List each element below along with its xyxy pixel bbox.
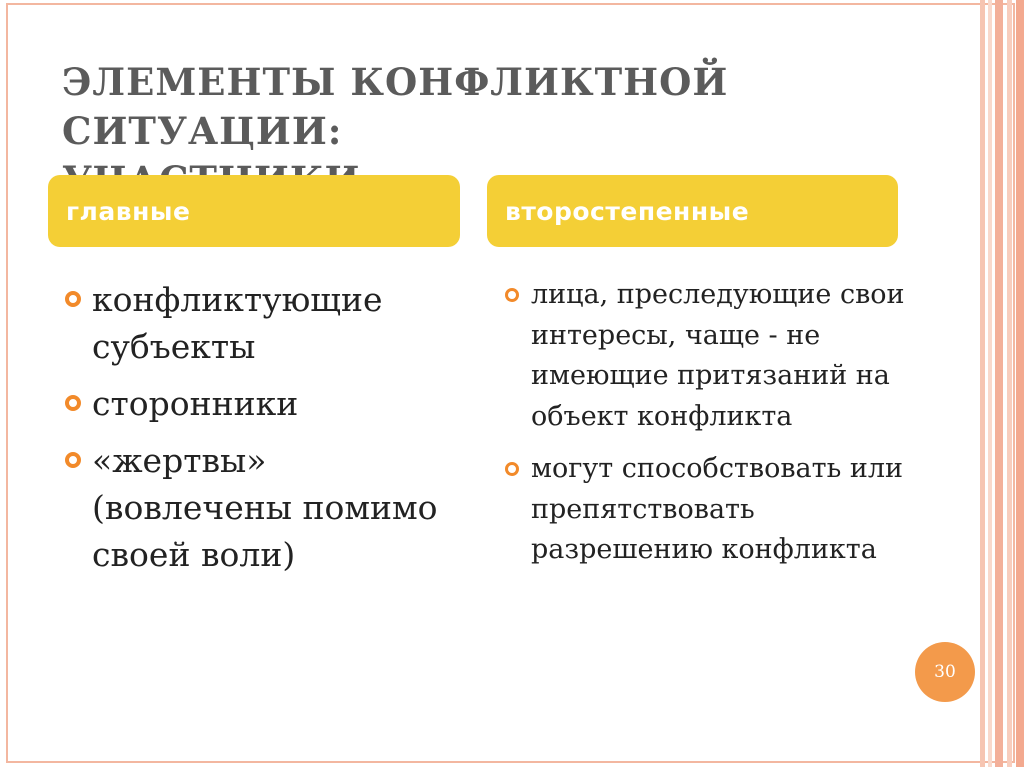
decor-stripe [1007,0,1012,767]
ring-bullet-icon [65,395,81,411]
ring-bullet-icon [65,291,81,307]
list-item [531,449,931,571]
decor-stripe [980,0,985,767]
decor-stripe [995,0,1003,767]
list-item [92,437,452,578]
decor-stripe [988,0,992,767]
main-participants-list [92,276,452,588]
list-item-text: могут способствовать или препятствовать разрешению конфликта [531,453,903,565]
ring-bullet-icon [505,462,519,476]
list-item-text: конфликтующие субъекты [92,280,383,366]
list-item-text: лица, преследующие свои интересы, чаще - не имеющие притязаний на объект конфликта [531,279,905,432]
decor-stripe [1016,0,1024,767]
ring-bullet-icon [65,452,81,468]
column-header-secondary: второстепенные [487,175,898,247]
list-item-text: «жертвы» (вовлечены помимо своей воли) [92,441,438,574]
column-header-main: главные [48,175,460,247]
secondary-participants-list [531,275,931,583]
list-item-text: сторонники [92,384,299,423]
list-item [92,380,452,427]
list-item [92,276,452,370]
page-number-badge: 30 [915,642,975,702]
list-item [531,275,931,437]
slide-title-line-1: ЭЛЕМЕНТЫ КОНФЛИКТНОЙ СИТУАЦИИ: [62,60,729,153]
ring-bullet-icon [505,288,519,302]
